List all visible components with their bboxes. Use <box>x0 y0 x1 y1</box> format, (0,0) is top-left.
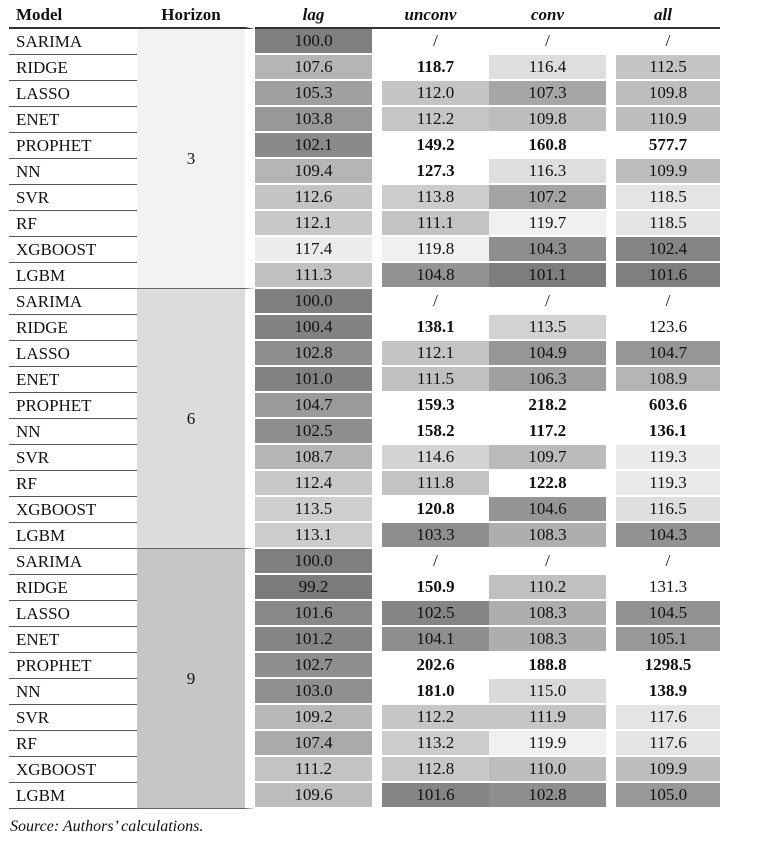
lag-value-cell: 101.2 <box>255 627 372 653</box>
model-cell: PROPHET <box>9 653 137 679</box>
conv-value-cell: 116.4 <box>489 55 606 81</box>
unconv-value-cell: 111.5 <box>372 367 489 393</box>
conv-value-cell: 104.3 <box>489 237 606 263</box>
unconv-value-cell: 112.2 <box>372 705 489 731</box>
model-cell: RIDGE <box>9 575 137 601</box>
all-value-cell: 105.1 <box>606 627 720 653</box>
conv-value-cell: 160.8 <box>489 133 606 159</box>
table-row <box>9 367 720 393</box>
conv-value-cell: 122.8 <box>489 471 606 497</box>
lag-value-cell: 102.5 <box>255 419 372 445</box>
table-row <box>9 289 720 315</box>
all-value-cell: 108.9 <box>606 367 720 393</box>
model-cell: XGBOOST <box>9 497 137 523</box>
conv-value-cell: 108.3 <box>489 627 606 653</box>
all-value-cell: 117.6 <box>606 705 720 731</box>
conv-value-cell: 110.0 <box>489 757 606 783</box>
lag-value-cell: 109.2 <box>255 705 372 731</box>
lag-value-cell: 107.6 <box>255 55 372 81</box>
unconv-value-cell: 112.8 <box>372 757 489 783</box>
table-row <box>9 185 720 211</box>
table-body <box>9 29 720 809</box>
all-value-cell: 104.7 <box>606 341 720 367</box>
model-cell: LGBM <box>9 263 137 289</box>
unconv-value-cell: 103.3 <box>372 523 489 549</box>
model-cell: RIDGE <box>9 55 137 81</box>
table-row <box>9 211 720 237</box>
table-row <box>9 731 720 757</box>
all-value-cell: 136.1 <box>606 419 720 445</box>
conv-value-cell: / <box>489 289 606 315</box>
lag-value-cell: 111.2 <box>255 757 372 783</box>
lag-value-cell: 112.4 <box>255 471 372 497</box>
table-row <box>9 653 720 679</box>
conv-value-cell: 102.8 <box>489 783 606 809</box>
lag-value-cell: 100.0 <box>255 29 372 55</box>
all-value-cell: 105.0 <box>606 783 720 809</box>
lag-value-cell: 103.0 <box>255 679 372 705</box>
col-header-unconv: unconv <box>372 3 489 29</box>
lag-value-cell: 112.6 <box>255 185 372 211</box>
unconv-value-cell: 158.2 <box>372 419 489 445</box>
lag-value-cell: 102.8 <box>255 341 372 367</box>
col-header-model: Model <box>9 3 137 29</box>
model-cell: LASSO <box>9 81 137 107</box>
model-cell: NN <box>9 419 137 445</box>
unconv-value-cell: 113.8 <box>372 185 489 211</box>
unconv-value-cell: 119.8 <box>372 237 489 263</box>
lag-value-cell: 105.3 <box>255 81 372 107</box>
all-value-cell: 101.6 <box>606 263 720 289</box>
conv-value-cell: 101.1 <box>489 263 606 289</box>
lag-value-cell: 109.6 <box>255 783 372 809</box>
conv-value-cell: 104.6 <box>489 497 606 523</box>
unconv-value-cell: 113.2 <box>372 731 489 757</box>
conv-value-cell: 110.2 <box>489 575 606 601</box>
table-row <box>9 237 720 263</box>
model-cell: SVR <box>9 445 137 471</box>
unconv-value-cell: / <box>372 289 489 315</box>
conv-value-cell: / <box>489 29 606 55</box>
all-value-cell: 119.3 <box>606 445 720 471</box>
table-row <box>9 705 720 731</box>
model-cell: XGBOOST <box>9 237 137 263</box>
table-header <box>9 3 720 29</box>
all-value-cell: 577.7 <box>606 133 720 159</box>
model-cell: LGBM <box>9 783 137 809</box>
unconv-value-cell: 101.6 <box>372 783 489 809</box>
conv-value-cell: 119.9 <box>489 731 606 757</box>
model-cell: PROPHET <box>9 133 137 159</box>
all-value-cell: / <box>606 29 720 55</box>
header-row <box>9 3 720 29</box>
all-value-cell: 102.4 <box>606 237 720 263</box>
all-value-cell: 119.3 <box>606 471 720 497</box>
lag-value-cell: 100.0 <box>255 549 372 575</box>
model-cell: ENET <box>9 627 137 653</box>
lag-value-cell: 103.8 <box>255 107 372 133</box>
unconv-value-cell: 102.5 <box>372 601 489 627</box>
conv-value-cell: 108.3 <box>489 523 606 549</box>
lag-value-cell: 107.4 <box>255 731 372 757</box>
all-value-cell: 138.9 <box>606 679 720 705</box>
table-row <box>9 757 720 783</box>
model-cell: RIDGE <box>9 315 137 341</box>
conv-value-cell: 119.7 <box>489 211 606 237</box>
conv-value-cell: 107.2 <box>489 185 606 211</box>
lag-value-cell: 100.4 <box>255 315 372 341</box>
model-cell: PROPHET <box>9 393 137 419</box>
model-cell: SARIMA <box>9 289 137 315</box>
model-cell: NN <box>9 679 137 705</box>
model-cell: SVR <box>9 705 137 731</box>
all-value-cell: 118.5 <box>606 211 720 237</box>
table-row <box>9 497 720 523</box>
table-row <box>9 627 720 653</box>
table-row <box>9 601 720 627</box>
conv-value-cell: 109.8 <box>489 107 606 133</box>
table-row <box>9 55 720 81</box>
all-value-cell: 104.5 <box>606 601 720 627</box>
unconv-value-cell: 118.7 <box>372 55 489 81</box>
table-row <box>9 159 720 185</box>
table-row <box>9 315 720 341</box>
lag-value-cell: 104.7 <box>255 393 372 419</box>
lag-value-cell: 102.1 <box>255 133 372 159</box>
unconv-value-cell: 112.2 <box>372 107 489 133</box>
unconv-value-cell: 149.2 <box>372 133 489 159</box>
unconv-value-cell: 114.6 <box>372 445 489 471</box>
model-cell: RF <box>9 471 137 497</box>
unconv-value-cell: 181.0 <box>372 679 489 705</box>
conv-value-cell: 104.9 <box>489 341 606 367</box>
all-value-cell: 131.3 <box>606 575 720 601</box>
table-row <box>9 445 720 471</box>
lag-value-cell: 101.0 <box>255 367 372 393</box>
all-value-cell: 1298.5 <box>606 653 720 679</box>
col-header-all: all <box>606 3 720 29</box>
table-row <box>9 393 720 419</box>
conv-value-cell: 113.5 <box>489 315 606 341</box>
lag-value-cell: 117.4 <box>255 237 372 263</box>
conv-value-cell: 107.3 <box>489 81 606 107</box>
conv-value-cell: 109.7 <box>489 445 606 471</box>
all-value-cell: / <box>606 289 720 315</box>
unconv-value-cell: 104.8 <box>372 263 489 289</box>
horizon-cell: 6 <box>137 289 255 549</box>
lag-value-cell: 112.1 <box>255 211 372 237</box>
table-row <box>9 549 720 575</box>
model-cell: SARIMA <box>9 549 137 575</box>
unconv-value-cell: / <box>372 29 489 55</box>
conv-value-cell: 115.0 <box>489 679 606 705</box>
model-cell: XGBOOST <box>9 757 137 783</box>
table-row <box>9 81 720 107</box>
all-value-cell: 109.9 <box>606 159 720 185</box>
table-row <box>9 263 720 289</box>
lag-value-cell: 113.1 <box>255 523 372 549</box>
source-note: Source: Authors’ calculations. <box>10 818 204 835</box>
all-value-cell: 109.9 <box>606 757 720 783</box>
table-row <box>9 107 720 133</box>
conv-value-cell: / <box>489 549 606 575</box>
all-value-cell: / <box>606 549 720 575</box>
lag-value-cell: 100.0 <box>255 289 372 315</box>
unconv-value-cell: 111.1 <box>372 211 489 237</box>
model-cell: NN <box>9 159 137 185</box>
unconv-value-cell: 112.1 <box>372 341 489 367</box>
lag-value-cell: 109.4 <box>255 159 372 185</box>
unconv-value-cell: 202.6 <box>372 653 489 679</box>
lag-value-cell: 101.6 <box>255 601 372 627</box>
model-cell: LGBM <box>9 523 137 549</box>
conv-value-cell: 108.3 <box>489 601 606 627</box>
lag-value-cell: 113.5 <box>255 497 372 523</box>
model-cell: SVR <box>9 185 137 211</box>
table-row <box>9 471 720 497</box>
horizon-cell: 9 <box>137 549 255 809</box>
all-value-cell: 109.8 <box>606 81 720 107</box>
results-table <box>9 3 720 809</box>
table-row <box>9 133 720 159</box>
all-value-cell: 110.9 <box>606 107 720 133</box>
conv-value-cell: 111.9 <box>489 705 606 731</box>
model-cell: ENET <box>9 107 137 133</box>
conv-value-cell: 188.8 <box>489 653 606 679</box>
all-value-cell: 117.6 <box>606 731 720 757</box>
model-cell: RF <box>9 731 137 757</box>
all-value-cell: 123.6 <box>606 315 720 341</box>
lag-value-cell: 108.7 <box>255 445 372 471</box>
col-header-horizon: Horizon <box>137 3 255 29</box>
all-value-cell: 603.6 <box>606 393 720 419</box>
col-header-conv: conv <box>489 3 606 29</box>
unconv-value-cell: 112.0 <box>372 81 489 107</box>
table-row <box>9 523 720 549</box>
table-row <box>9 783 720 809</box>
model-cell: ENET <box>9 367 137 393</box>
table-row <box>9 575 720 601</box>
table-row <box>9 29 720 55</box>
model-cell: RF <box>9 211 137 237</box>
unconv-value-cell: / <box>372 549 489 575</box>
conv-value-cell: 117.2 <box>489 419 606 445</box>
model-cell: LASSO <box>9 601 137 627</box>
lag-value-cell: 102.7 <box>255 653 372 679</box>
table-row <box>9 419 720 445</box>
unconv-value-cell: 138.1 <box>372 315 489 341</box>
conv-value-cell: 218.2 <box>489 393 606 419</box>
table-row <box>9 341 720 367</box>
all-value-cell: 118.5 <box>606 185 720 211</box>
table-row <box>9 679 720 705</box>
conv-value-cell: 106.3 <box>489 367 606 393</box>
all-value-cell: 104.3 <box>606 523 720 549</box>
conv-value-cell: 116.3 <box>489 159 606 185</box>
col-header-lag: lag <box>255 3 372 29</box>
all-value-cell: 116.5 <box>606 497 720 523</box>
unconv-value-cell: 150.9 <box>372 575 489 601</box>
unconv-value-cell: 159.3 <box>372 393 489 419</box>
all-value-cell: 112.5 <box>606 55 720 81</box>
model-cell: SARIMA <box>9 29 137 55</box>
unconv-value-cell: 111.8 <box>372 471 489 497</box>
horizon-cell: 3 <box>137 29 255 289</box>
model-cell: LASSO <box>9 341 137 367</box>
unconv-value-cell: 120.8 <box>372 497 489 523</box>
unconv-value-cell: 127.3 <box>372 159 489 185</box>
lag-value-cell: 111.3 <box>255 263 372 289</box>
unconv-value-cell: 104.1 <box>372 627 489 653</box>
lag-value-cell: 99.2 <box>255 575 372 601</box>
